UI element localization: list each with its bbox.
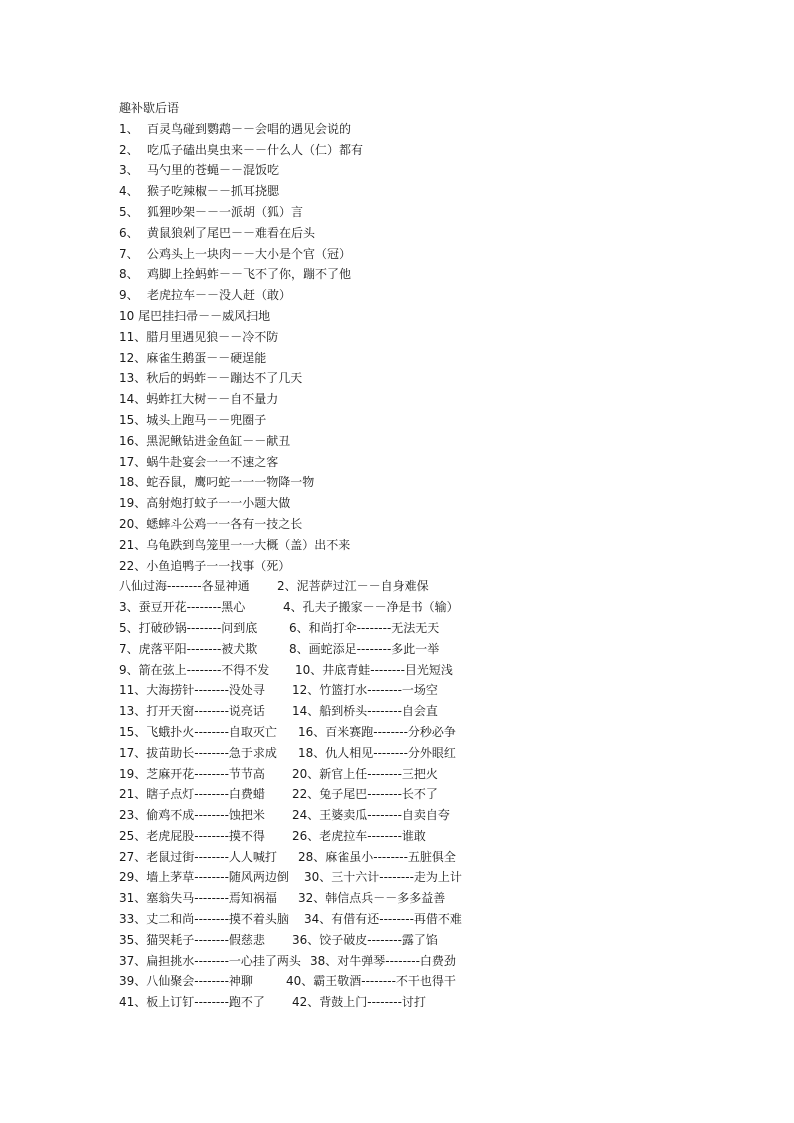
item-text: 吃瓜子磕出臭虫来－－什么人（仁）都有 [147,142,364,157]
item-text: 鸡脚上拴蚂蚱－－飞不了你，蹦不了他 [147,267,352,282]
item-text: 13、秋后的蚂蚱－－蹦达不了几天 [119,371,303,386]
list-item [119,556,479,577]
list-row [119,722,479,743]
list-row [119,784,479,805]
item-right: 32、韩信点兵－－多多益善 [298,891,446,906]
list-item [119,140,479,161]
document-content [119,98,479,1013]
list-row [119,951,479,972]
item-left: 29、墙上茅草--------随风两边倒 [119,870,289,885]
list-item [119,160,479,181]
item-left: 23、偷鸡不成--------蚀把米 [119,808,265,823]
list-row [119,639,479,660]
list-row [119,867,479,888]
item-right: 24、王婆卖瓜--------自卖自夸 [292,808,450,823]
item-right: 16、百米赛跑--------分秒必争 [298,724,456,739]
item-text: 20、蟋蟀斗公鸡一一各有一技之长 [119,516,303,531]
item-text: 14、蚂蚱扛大树－－自不量力 [119,392,279,407]
item-right: 28、麻雀虽小--------五脏俱全 [298,849,456,864]
item-right: 6、和尚打伞--------无法无天 [289,620,440,635]
list-item [119,202,479,223]
list-row [119,992,479,1013]
item-text: 猴子吃辣椒－－抓耳挠腮 [147,184,280,199]
item-right: 2、泥菩萨过江－－自身难保 [277,579,429,594]
list-row [119,701,479,722]
item-text: 16、黑泥鳅钻进金鱼缸－－献丑 [119,433,291,448]
item-left: 27、老鼠过街--------人人喊打 [119,849,277,864]
item-left: 17、拔苗助长--------急于求成 [119,745,277,760]
item-text: 22、小鱼追鸭子一一找事（死） [119,558,291,573]
item-text: 狐狸吵架－－一派胡（狐）言 [147,204,304,219]
item-number: 4、 [119,184,139,199]
list-item [119,264,479,285]
item-text: 11、腊月里遇见狼－－冷不防 [119,329,279,344]
item-left: 15、飞蛾扑火--------自取灭亡 [119,724,277,739]
list-row [119,576,479,597]
item-right: 18、仇人相见--------分外眼红 [298,745,456,760]
item-left: 31、塞翁失马--------焉知祸福 [119,891,277,906]
item-text: 百灵鸟碰到鹦鹉－－会唱的遇见会说的 [147,121,352,136]
item-right: 26、老虎拉车--------谁敢 [292,828,426,843]
list-row [119,847,479,868]
list-item [119,368,479,389]
list-row [119,888,479,909]
item-left: 7、虎落平阳--------被犬欺 [119,641,258,656]
item-text: 10 尾巴挂扫帚－－威风扫地 [119,308,271,323]
item-left: 41、板上订钉--------跑不了 [119,995,265,1010]
item-left: 19、芝麻开花--------节节高 [119,766,265,781]
item-number: 1、 [119,121,139,136]
list-item [119,493,479,514]
item-left: 35、猫哭耗子--------假慈悲 [119,932,265,947]
item-right: 10、井底青蛙--------目光短浅 [295,662,453,677]
item-right: 36、饺子破皮--------露了馅 [292,932,438,947]
item-left: 13、打开天窗--------说亮话 [119,704,265,719]
item-left: 21、瞎子点灯--------白费蜡 [119,787,265,802]
item-number: 8、 [119,267,139,282]
item-right: 38、对牛弹琴--------白费劲 [310,953,456,968]
item-text: 18、蛇吞鼠，鹰叼蛇一一一物降一物 [119,475,315,490]
item-left: 9、箭在弦上--------不得不发 [119,662,270,677]
list-row [119,680,479,701]
list-item [119,452,479,473]
list-row [119,660,479,681]
list-row [119,743,479,764]
list-item [119,244,479,265]
item-left: 39、八仙聚会--------神聊 [119,974,253,989]
list-row [119,930,479,951]
item-left: 3、蚕豆开花--------黑心 [119,600,246,615]
item-right: 42、背鼓上门--------讨打 [292,995,426,1010]
list-item [119,181,479,202]
item-right: 4、孔夫子搬家－－净是书（输） [283,600,459,615]
item-text: 老虎拉车－－没人赶（敢） [147,288,292,303]
list-row [119,826,479,847]
list-item [119,389,479,410]
list-item [119,285,479,306]
item-left: 37、扁担挑水--------一心挂了两头 [119,953,301,968]
idiom-list-1 [119,119,479,577]
item-right: 14、船到桥头--------自会直 [292,704,438,719]
list-item [119,410,479,431]
item-left: 5、打破砂锅--------问到底 [119,620,258,635]
item-number: 9、 [119,288,139,303]
list-row [119,597,479,618]
item-right: 30、三十六计--------走为上计 [304,870,462,885]
item-left: 11、大海捞针--------没处寻 [119,683,265,698]
item-right: 22、兔子尾巴--------长不了 [292,787,438,802]
item-number: 2、 [119,142,139,157]
item-number: 7、 [119,246,139,261]
list-item [119,348,479,369]
item-number: 3、 [119,163,139,178]
list-item [119,223,479,244]
list-item [119,327,479,348]
item-text: 17、蜗牛赴宴会一一不速之客 [119,454,279,469]
item-left: 25、老虎屁股--------摸不得 [119,828,265,843]
item-text: 公鸡头上一块肉－－大小是个官（冠） [147,246,352,261]
item-text: 21、乌龟跌到鸟笼里一一大概（盖）出不来 [119,537,351,552]
item-number: 5、 [119,204,139,219]
item-right: 8、画蛇添足--------多此一举 [289,641,440,656]
list-row [119,909,479,930]
item-right: 34、有借有还--------再借不难 [304,912,462,927]
list-row [119,971,479,992]
item-right: 12、竹篮打水--------一场空 [292,683,438,698]
list-item [119,514,479,535]
idiom-list-2 [119,576,479,1013]
item-right: 20、新官上任--------三把火 [292,766,438,781]
list-item [119,119,479,140]
item-number: 6、 [119,225,139,240]
item-text: 19、高射炮打蚊子一一小题大做 [119,496,291,511]
item-left: 八仙过海--------各显神通 [119,579,250,594]
list-row [119,618,479,639]
item-text: 12、麻雀生鹅蛋－－硬逞能 [119,350,267,365]
list-item [119,535,479,556]
item-text: 马勺里的苍蝇－－混饭吃 [147,163,280,178]
item-text: 15、城头上跑马－－兜圈子 [119,412,267,427]
list-item [119,306,479,327]
document-title: 趣补歇后语 [119,101,180,115]
item-text: 黄鼠狼剁了尾巴－－难看在后头 [147,225,316,240]
list-item [119,472,479,493]
item-right: 40、霸王敬酒--------不干也得干 [286,974,456,989]
list-row [119,805,479,826]
list-row [119,764,479,785]
list-item [119,431,479,452]
item-left: 33、丈二和尚--------摸不着头脑 [119,912,289,927]
